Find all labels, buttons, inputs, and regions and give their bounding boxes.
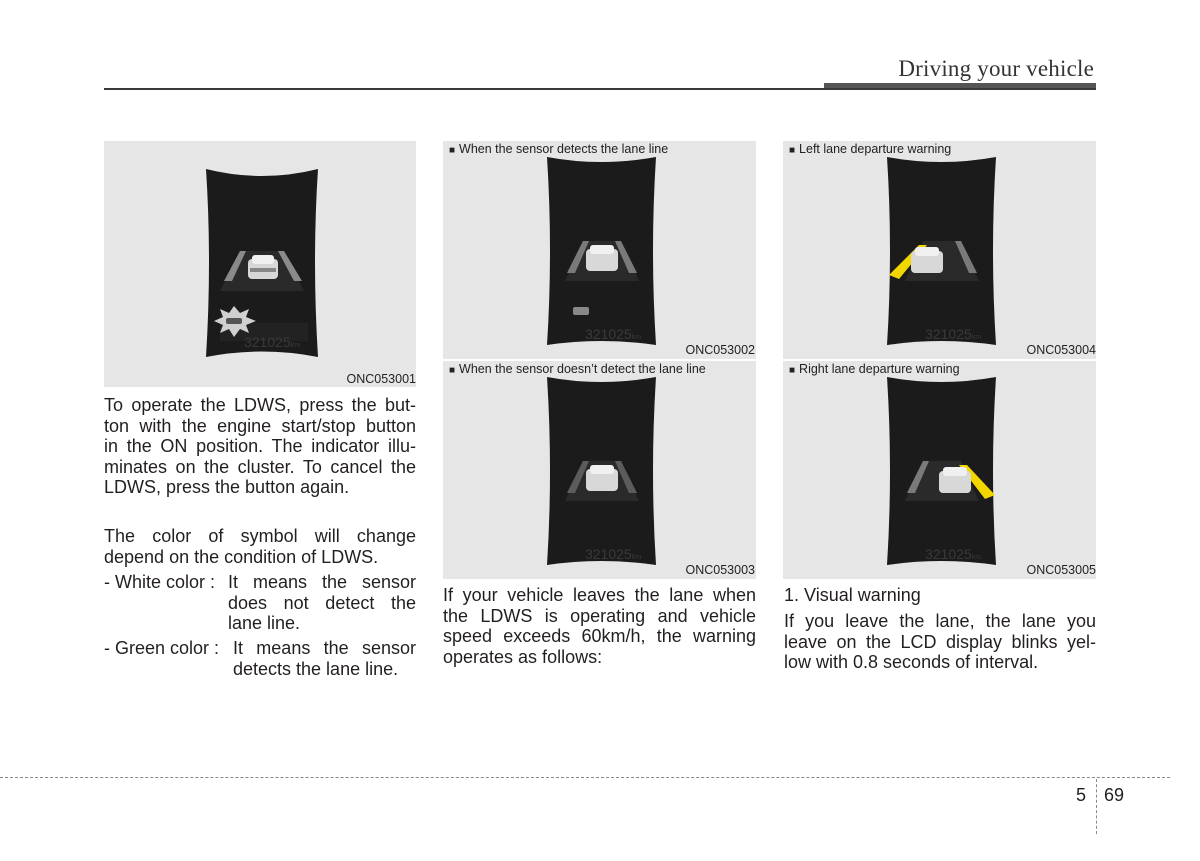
figure-2-display — [443, 141, 756, 359]
col1-paragraph-2: The color of symbol will change depend on the condition of LDWS. — [104, 526, 416, 567]
bullet-square-icon: ■ — [449, 365, 456, 376]
car-icon — [939, 467, 971, 493]
header-rule — [104, 88, 1096, 90]
figure-5-display — [783, 361, 1096, 579]
car-icon — [911, 247, 943, 273]
figure-3-caption: ■ When the sensor doesn’t detect the lane line — [449, 362, 706, 376]
bullet-square-icon: ■ — [449, 145, 456, 156]
car-icon — [586, 465, 618, 491]
col2-paragraph: If your vehicle leaves the lane when the LDWS is operating and vehicle speed exceeds 60km/h, the warning operates as follows: — [443, 585, 756, 667]
bullet-square-icon: ■ — [789, 365, 796, 376]
section-number: 5 — [1076, 785, 1087, 805]
figure-2-caption: ■ When the sensor detects the lane line — [449, 142, 669, 156]
footer-divider — [1096, 779, 1097, 834]
white-color-label: - White color : — [104, 572, 216, 592]
white-color-text: It means the sensor does not detect the lane line. — [228, 572, 416, 633]
footer-rule — [0, 777, 1170, 778]
svg-text:321025km: 321025km — [585, 546, 642, 562]
figure-3-code: ONC053003 — [685, 563, 755, 577]
page-header-title: Driving your vehicle — [898, 56, 1094, 81]
svg-text:321025km: 321025km — [925, 326, 982, 342]
lane-indicator-icon — [573, 307, 589, 315]
visual-warning-heading: 1. Visual warning — [784, 585, 921, 605]
figure-1-code: ONC053001 — [346, 372, 416, 386]
figure-1-display — [104, 141, 416, 387]
bullet-square-icon: ■ — [789, 145, 796, 156]
figure-2-code: ONC053002 — [685, 343, 755, 357]
col3-paragraph: If you leave the lane, the lane you leave on the LCD display blinks yel- low with 0.8 seconds of interval. — [784, 611, 1096, 672]
figure-5-code: ONC053005 — [1026, 563, 1096, 577]
page-number: 69 — [1104, 785, 1125, 805]
figure-3-display — [443, 361, 756, 579]
green-color-label: - Green color : — [104, 638, 220, 658]
green-color-text: It means the sensor detects the lane line. — [233, 638, 416, 679]
odometer-readout: 321025km — [244, 334, 301, 350]
figure-4-caption: ■ Left lane departure warning — [789, 142, 952, 156]
col1-paragraph-1: To operate the LDWS, press the but- ton with the engine start/stop button in the ON position. The indicator illu- minates on the cluster. To cancel the LDWS, press the button again. — [104, 395, 416, 497]
figure-4-display — [783, 141, 1096, 359]
car-icon — [248, 255, 278, 279]
car-icon — [586, 245, 618, 271]
svg-text:321025km: 321025km — [925, 546, 982, 562]
figure-4-code: ONC053004 — [1026, 343, 1096, 357]
figure-5-caption: ■ Right lane departure warning — [789, 362, 960, 376]
svg-text:321025km: 321025km — [585, 326, 642, 342]
